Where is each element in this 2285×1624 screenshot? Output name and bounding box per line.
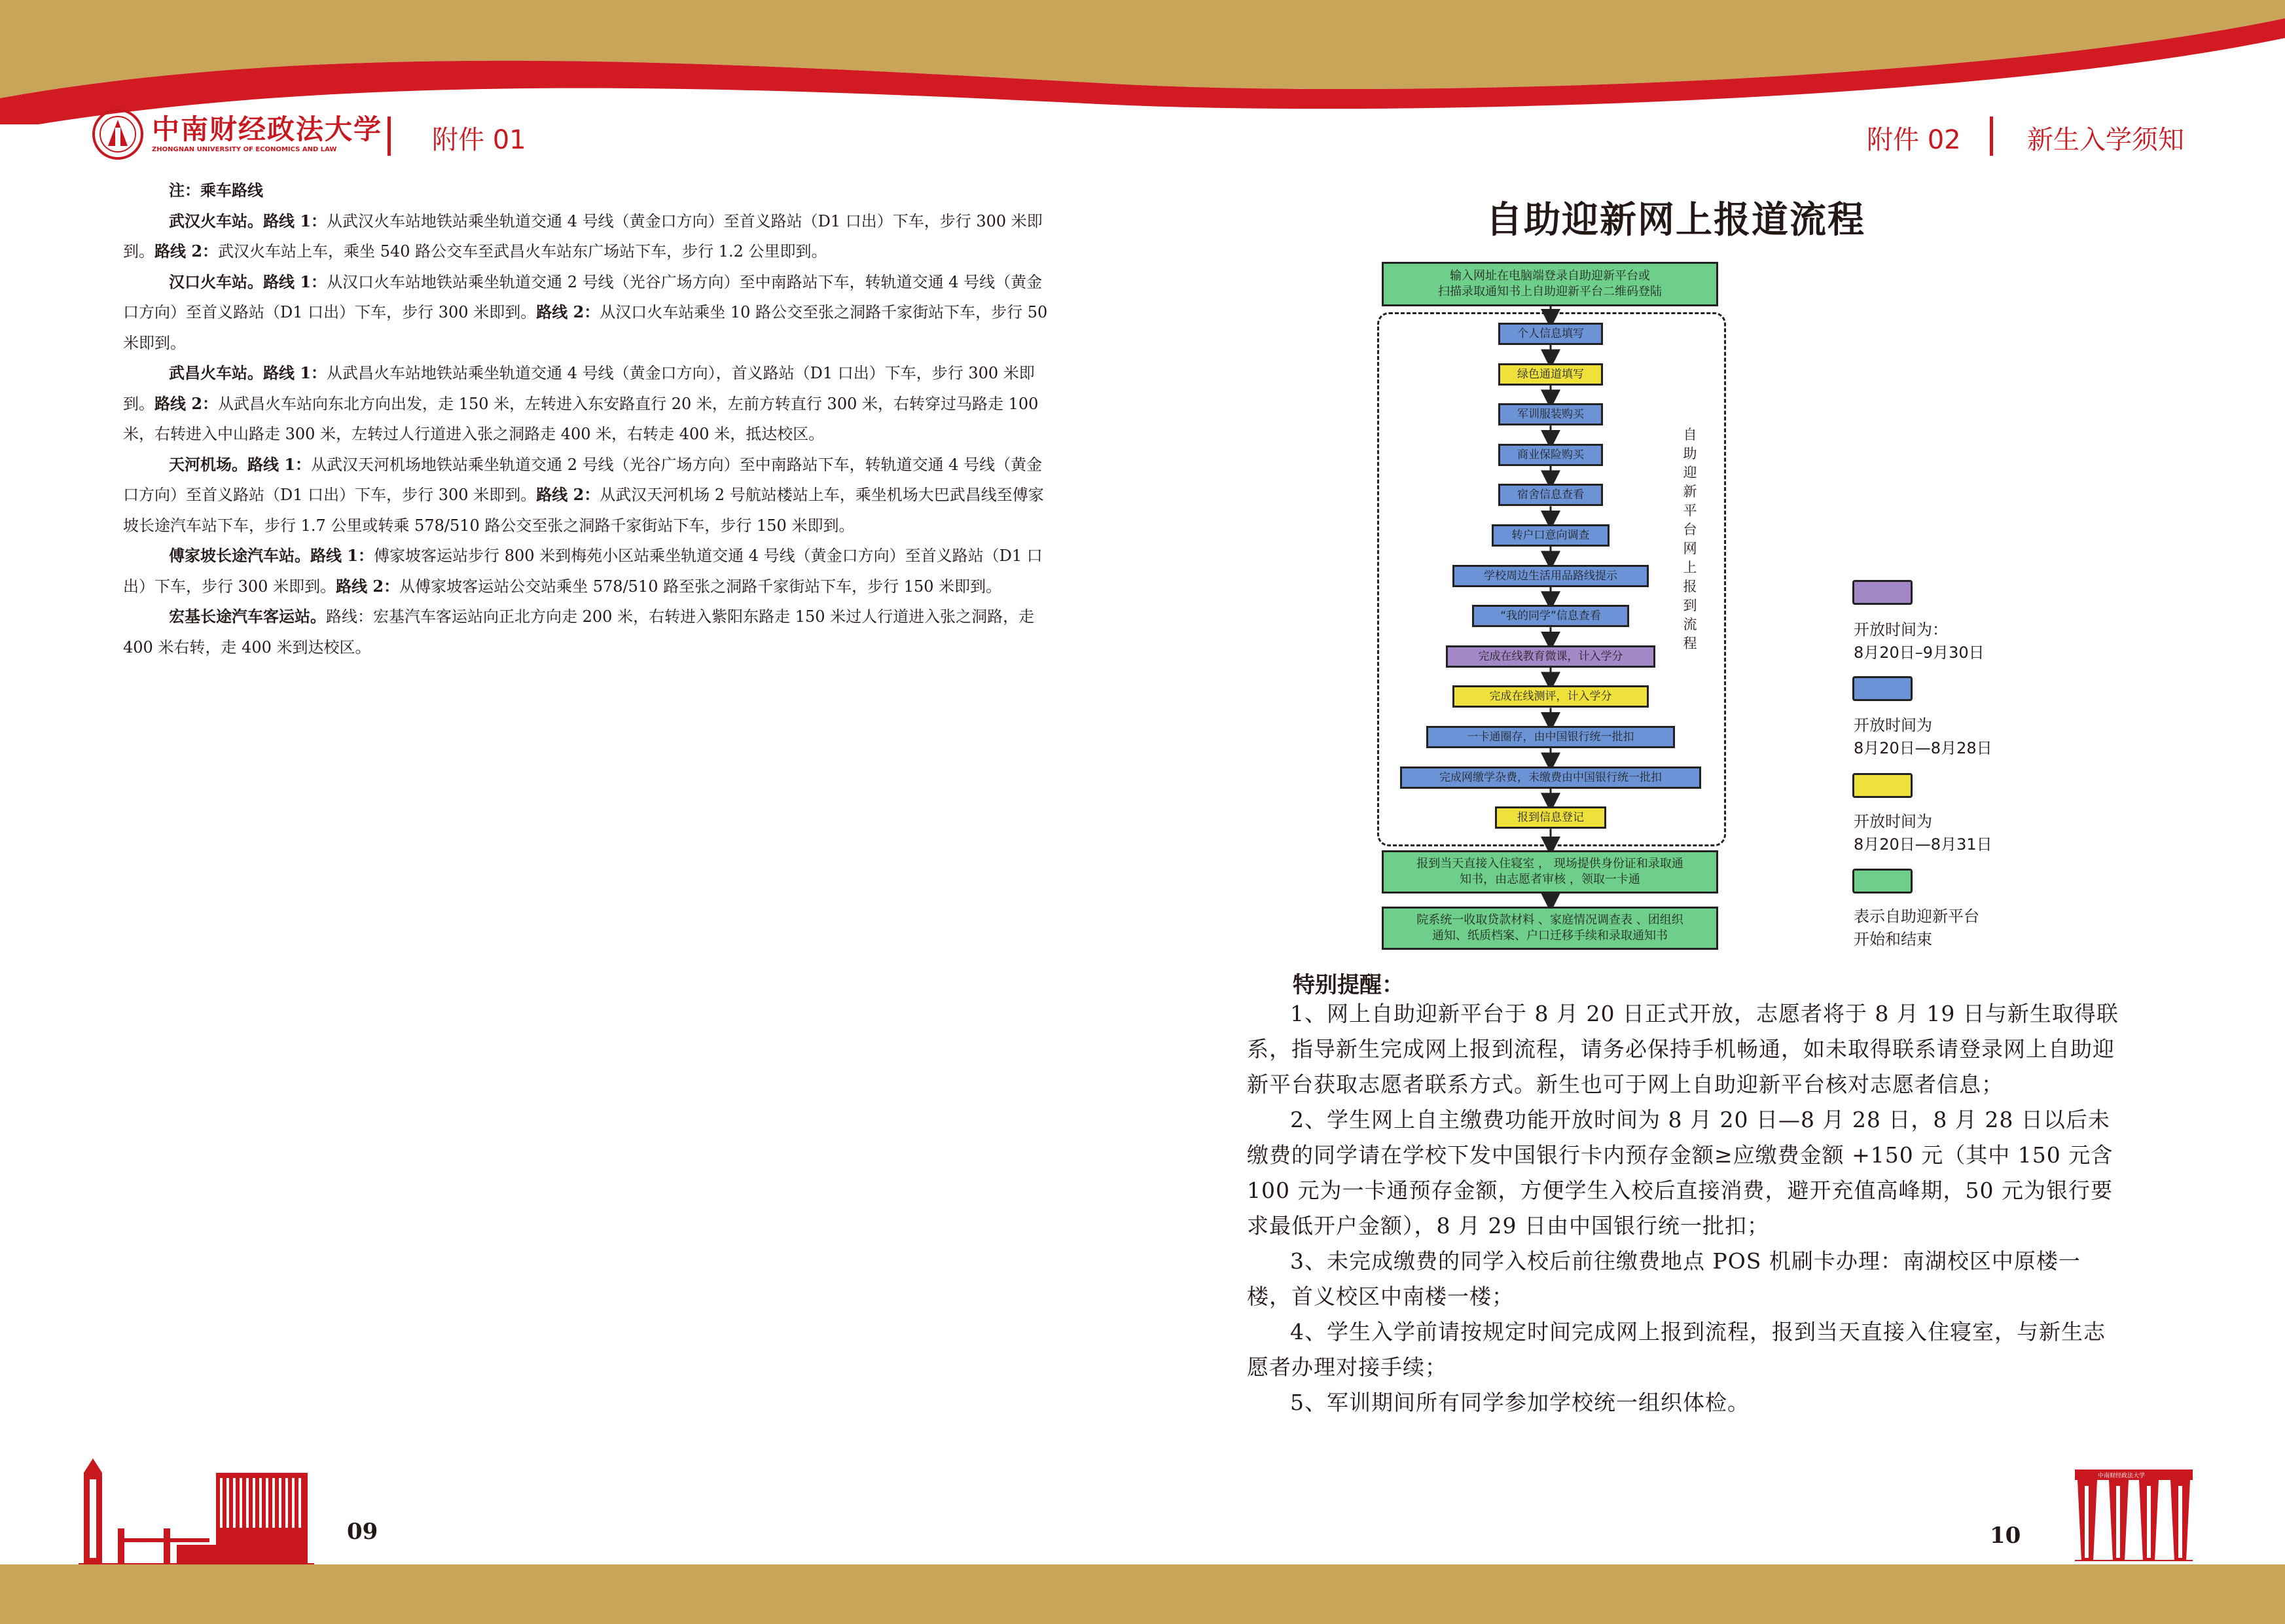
logo-text: 中南财经政法大学 xyxy=(152,113,383,145)
flow-after-box-1: 报到当天直接入住寝室 ， 现场提供身份证和录取通 知书，由志愿者审核 ，领取一卡通 xyxy=(1382,850,1718,893)
left-page-number: 09 xyxy=(347,1519,378,1545)
route-item: 武汉火车站。路线 1：从武汉火车站地铁站乘坐轨道交通 4 号线（黄金口方向）至首义路站（D1 口出）下车，步行 300 米即到。路线 2：武汉火车站上车，乘坐 540 路公交车至武昌火车站东广场站下车，步行 1.2 公里即到。 xyxy=(123,211,1043,261)
campus-gate-illustration-left xyxy=(79,1453,314,1564)
memorial-arch-illustration-right xyxy=(2075,1470,2193,1561)
reminders-list xyxy=(1247,996,2124,1420)
bus-routes-section xyxy=(123,175,1053,662)
reminder-item: 4、学生入学前请按规定时间完成网上报到流程，报到当天直接入住寝室，与新生志愿者办理对接手续； xyxy=(1247,1319,2106,1380)
legend-text: 开放时间为 8月20日—8月31日 xyxy=(1854,812,1992,854)
flow-step-box: 转户口意向调查 xyxy=(1492,524,1610,547)
reminder-item: 3、未完成缴费的同学入校后前往缴费地点 POS 机刷卡办理：南湖校区中原楼一楼，首义校区中南楼一楼； xyxy=(1247,1248,2081,1309)
flow-step-box: 完成在线测评，计入学分 xyxy=(1452,685,1649,708)
route-item: 汉口火车站。路线 1：从汉口火车站地铁站乘坐轨道交通 2 号线（光谷广场方向）至中南路站下车，转轨道交通 4 号线（黄金口方向）至首义路站（D1 口出）下车，步行 300 米即到。路线 2：从汉口火车站乘坐 10 路公交至张之洞路千家街站下车，步行 50 米即到。 xyxy=(123,272,1048,352)
flow-after-box-2: 院系统一收取贷款材料 、家庭情况调查表 、团组织 通知、纸质档案、户口迁移手续和录取通知书 xyxy=(1382,907,1718,950)
flow-step-box: 绿色通道填写 xyxy=(1498,363,1603,386)
logo-subtext: ZHONGNAN UNIVERSITY OF ECONOMICS AND LAW xyxy=(152,146,337,153)
legend-swatch-purple xyxy=(1852,580,1913,605)
right-page-label: 附件 02 xyxy=(1867,125,1961,155)
right-page-title: 新生入学须知 xyxy=(2027,125,2184,155)
vertical-frame-label: 自助迎新平台网上报到流程 xyxy=(1683,427,1697,651)
route-item: 宏基长途汽车客运站。路线：宏基汽车客运站向正北方向走 200 米，右转进入紫阳东路走 150 米过人行道进入张之洞路，走 400 米右转，走 400 米到达校区。 xyxy=(123,607,1035,657)
reminder-item: 1、网上自助迎新平台于 8 月 20 日正式开放，志愿者将于 8 月 19 日与新生取得联系，指导新生完成网上报到流程，请务必保持手机畅通，如未取得联系请登录网上自助迎新平台获取志愿者联系方式。新生也可于网上自助迎新平台核对志愿者信息； xyxy=(1247,1001,2119,1097)
university-emblem-icon xyxy=(92,108,144,160)
footer-band xyxy=(0,1564,2285,1624)
flow-step-box: 宿舍信息查看 xyxy=(1498,484,1603,506)
left-page-label: 附件 01 xyxy=(432,125,526,155)
legend-text: 表示自助迎新平台 开始和结束 xyxy=(1854,907,1979,948)
legend-swatch-green xyxy=(1852,869,1913,893)
flow-start-box: 输入网址在电脑端登录自助迎新平台或 扫描录取通知书上自助迎新平台二维码登陆 xyxy=(1382,262,1718,306)
reminders-title: 特别提醒： xyxy=(1293,972,1404,998)
flowchart-title: 自助迎新网上报道流程 xyxy=(1486,198,1865,242)
flow-step-box: 一卡通圈存，由中国银行统一批扣 xyxy=(1426,726,1675,748)
header-decorative-band xyxy=(0,0,2285,124)
reminder-item: 5、军训期间所有同学参加学校统一组织体检。 xyxy=(1290,1390,1750,1415)
routes-note: 注：乘车路线 xyxy=(169,181,263,200)
mini-logo-text: 中南财经政法大学 xyxy=(2098,1473,2146,1479)
reminder-item: 2、学生网上自主缴费功能开放时间为 8 月 20 日—8 月 28 日，8 月 28 日以后未缴费的同学请在学校下发中国银行卡内预存金额≥应缴费金额 +150 元（其中 150 元含 100 元为一卡通预存金额，方便学生入校后直接消费，避开充值高峰期，50 元为银行要求最低开户金额），8 月 29 日由中国银行统一批扣； xyxy=(1247,1107,2114,1238)
header-divider-left xyxy=(387,117,391,156)
legend-swatch-blue xyxy=(1852,676,1913,701)
flow-step-box: 完成网缴学杂费，未缴费由中国银行统一批扣 xyxy=(1400,767,1701,789)
route-item: 天河机场。路线 1：从武汉天河机场地铁站乘坐轨道交通 2 号线（光谷广场方向）至中南路站下车，转轨道交通 4 号线（黄金口方向）至首义路站（D1 口出）下车，步行 300 米即到。路线 2：从武汉天河机场 2 号航站楼站上车，乘坐机场大巴武昌线至傅家坡长途汽车站下车，步行 1.7 公里或转乘 578/510 路公交至张之洞路千家街站下车，步行 150 米即到。 xyxy=(123,454,1044,535)
legend-text: 开放时间为 8月20日—8月28日 xyxy=(1854,716,1992,757)
flow-step-box: 报到信息登记 xyxy=(1495,806,1606,829)
route-item: 武昌火车站。路线 1：从武昌火车站地铁站乘坐轨道交通 4 号线（黄金口方向），首义路站（D1 口出）下车，步行 300 米即到。路线 2：从武昌火车站向东北方向出发，走 150 米，左转进入东安路直行 20 米，左前方转直行 300 米，右转穿过马路走 100 米，右转进入中山路走 300 米，左转过人行道进入张之洞路走 400 米，右转走 400 米，抵达校区。 xyxy=(123,363,1039,443)
flow-step-box: 个人信息填写 xyxy=(1498,323,1603,345)
flow-step-box: 完成在线教育微课，计入学分 xyxy=(1446,645,1655,668)
right-page-number: 10 xyxy=(1990,1523,2021,1549)
legend-swatch-yellow xyxy=(1852,773,1913,798)
header-divider-right xyxy=(1990,117,1993,156)
route-item: 傅家坡长途汽车站。路线 1：傅家坡客运站步行 800 米到梅苑小区站乘坐轨道交通 4 号线（黄金口方向）至首义路站（D1 口出）下车，步行 300 米即到。路线 2：从傅家坡客运站公交站乘坐 578/510 路至张之洞路千家街站下车，步行 150 米即到。 xyxy=(123,546,1043,596)
flow-step-box: 军训服装购买 xyxy=(1498,403,1603,425)
flow-step-box: 学校周边生活用品路线提示 xyxy=(1452,565,1649,587)
university-logo xyxy=(92,108,383,160)
flow-step-box: 商业保险购买 xyxy=(1498,444,1603,466)
flow-step-box: “我的同学”信息查看 xyxy=(1472,605,1629,627)
legend-text: 开放时间为： 8月20日–9月30日 xyxy=(1854,621,1985,662)
